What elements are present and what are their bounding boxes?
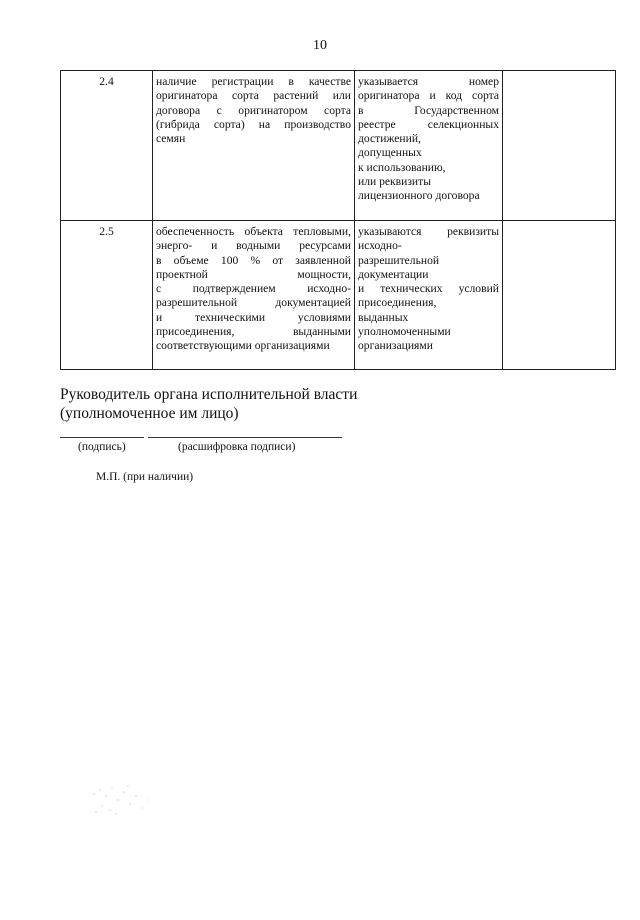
- scan-artifact: [88, 780, 158, 820]
- description-line: договора с оригинатором сорта: [156, 103, 351, 117]
- page-number: 10: [313, 38, 327, 53]
- description-line: присоединения, выданными: [156, 325, 351, 339]
- decoding-line: [148, 437, 342, 438]
- description-line: разрешительной документацией: [156, 296, 351, 310]
- note-line: уполномоченными: [358, 325, 451, 339]
- requirement-description: [153, 71, 355, 221]
- decoding-caption: (расшифровка подписи): [178, 441, 296, 453]
- signer-block: [60, 385, 357, 423]
- description-line: семян: [156, 132, 186, 146]
- signature-caption: (подпись): [78, 441, 126, 453]
- note-line: лицензионного договора: [358, 189, 480, 203]
- signature-line: [60, 437, 144, 438]
- requirement-note: [355, 221, 503, 370]
- note-line: указывается номер: [358, 75, 499, 88]
- note-line: исходно-: [358, 239, 402, 253]
- table-row: [61, 221, 616, 370]
- note-line: указываются реквизиты: [358, 225, 499, 238]
- note-line: к использованию,: [358, 160, 446, 174]
- note-line: оригинатора и код сорта: [358, 89, 499, 103]
- note-line: документации: [358, 267, 429, 281]
- note-line: допущенных: [358, 146, 422, 160]
- note-line: в Государственном: [358, 103, 499, 117]
- requirement-description: [153, 221, 355, 370]
- note-line: и технических условий: [358, 282, 499, 296]
- note-line: присоединения,: [358, 296, 437, 310]
- description-line: (гибрида сорта) на производство: [156, 117, 351, 131]
- stamp-note: М.П. (при наличии): [96, 471, 194, 483]
- requirements-table: [60, 70, 616, 370]
- description-line: наличие регистрации в качестве: [156, 75, 351, 88]
- description-line: в объеме 100 % от заявленной: [156, 253, 351, 267]
- description-line: с подтверждением исходно-: [156, 282, 351, 296]
- table-row: [61, 71, 616, 221]
- description-line: оригинатора сорта растений или: [156, 89, 351, 103]
- note-line: достижений,: [358, 132, 421, 146]
- description-line: проектной мощности,: [156, 267, 351, 281]
- description-line: и техническими условиями: [156, 310, 351, 324]
- note-line: выданных: [358, 310, 409, 324]
- empty-cell: [503, 71, 616, 221]
- description-line: соответствующими организациями: [156, 339, 330, 353]
- requirement-note: [355, 71, 503, 221]
- row-number: 2.5: [61, 221, 153, 370]
- signer-title: Руководитель органа исполнительной власти: [60, 386, 358, 403]
- note-line: реестре селекционных: [358, 117, 499, 131]
- empty-cell: [503, 221, 616, 370]
- description-line: энерго- и водными ресурсами: [156, 239, 351, 253]
- signer-subtitle: (уполномоченное им лицо): [60, 405, 239, 422]
- row-number: 2.4: [61, 71, 153, 221]
- description-line: обеспеченность объекта тепловыми,: [156, 225, 351, 238]
- note-line: или реквизиты: [358, 175, 431, 189]
- note-line: разрешительной: [358, 253, 440, 267]
- note-line: организациями: [358, 339, 433, 353]
